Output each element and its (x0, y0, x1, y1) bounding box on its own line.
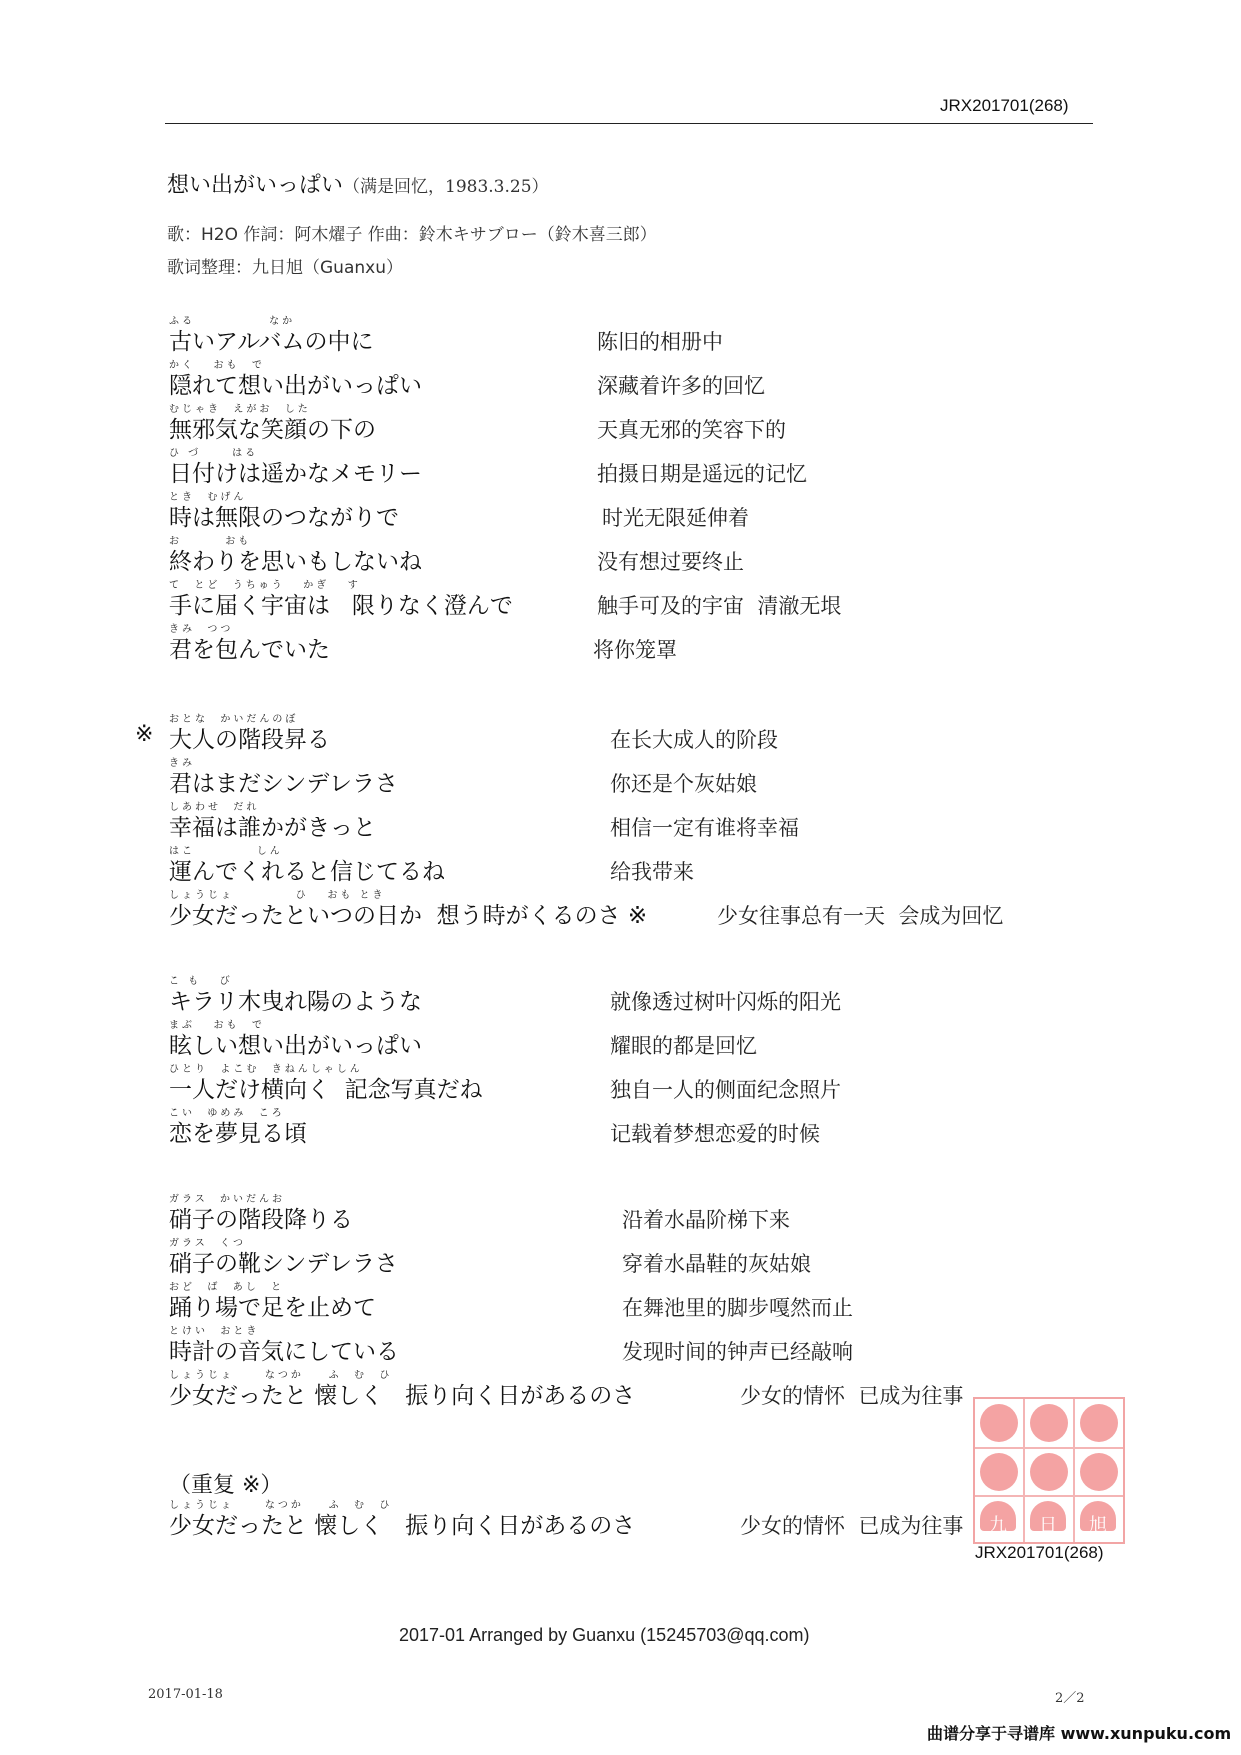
furigana: お おも (169, 536, 252, 547)
repeat-label: （重复 ※） (169, 1473, 283, 1498)
chinese-lyric: 将你笼罩 (593, 638, 677, 662)
japanese-lyric: キラリ木曳れ陽のような (169, 989, 422, 1015)
japanese-lyric: 一人だけ横向く 記念写真だね (169, 1077, 483, 1103)
japanese-lyric: 時計の音気にしている (169, 1339, 399, 1365)
chinese-lyric: 没有想过要终止 (597, 550, 744, 574)
japanese-lyric: 恋を夢見る頃 (169, 1121, 307, 1147)
furigana: まぶ おも で (169, 1020, 265, 1031)
stamp-dot (980, 1453, 1018, 1491)
chinese-lyric: 独自一人的侧面纪念照片 (610, 1078, 841, 1102)
furigana: ふる なか (169, 316, 296, 327)
song-title (167, 168, 549, 199)
chinese-lyric: 少女的情怀 已成为往事 (740, 1384, 964, 1408)
song-subtitle: （满是回忆，1983.3.25） (343, 177, 549, 197)
japanese-lyric: 硝子の階段降りる (169, 1207, 353, 1233)
stamp-dot (1080, 1404, 1118, 1442)
furigana: ガラス くつ (169, 1238, 247, 1249)
stamp-dot (1030, 1453, 1068, 1491)
furigana: きみ つつ (169, 624, 234, 635)
japanese-lyric: 硝子の靴シンデレラさ (169, 1251, 398, 1277)
furigana: て とど うちゅう かぎ す (169, 580, 361, 591)
furigana: ひとり よこむ きねんしゃしん (169, 1064, 363, 1075)
japanese-lyric: 古いアルバムの中に (169, 329, 374, 355)
japanese-lyric: 君はまだシンデレラさ (169, 771, 398, 797)
furigana: かく おも で (169, 360, 265, 371)
furigana: とき むげん (169, 492, 247, 503)
stamp-char: 旭 (1089, 1515, 1107, 1536)
furigana: おど ば あし と (169, 1282, 285, 1293)
furigana: ひ づ はる (169, 448, 259, 459)
furigana: とけい おとき (169, 1326, 260, 1337)
chinese-lyric: 在舞池里的脚步嘎然而止 (622, 1296, 853, 1320)
song-title-text: 想い出がいっぱい (167, 173, 344, 198)
furigana: はこ しん (169, 846, 283, 857)
furigana: こい ゆめみ ころ (169, 1108, 285, 1119)
japanese-lyric: 大人の階段昇る (169, 727, 330, 753)
japanese-lyric: 運んでくれると信じてるね (169, 859, 445, 885)
japanese-lyric: 踊り場で足を止めて (169, 1295, 376, 1321)
furigana: しょうじょ なつか ふ む ひ (169, 1500, 393, 1511)
furigana: ガラス かいだんお (169, 1194, 286, 1205)
site-watermark: 曲谱分享于寻谱库 www.xunpuku.com (927, 1724, 1232, 1743)
furigana: しょうじょ なつか ふ む ひ (169, 1370, 393, 1381)
chinese-lyric: 穿着水晶鞋的灰姑娘 (622, 1252, 811, 1276)
arranged-by: 2017-01 Arranged by Guanxu (15245703@qq.com) (399, 1625, 810, 1645)
page-number: 2／2 (1055, 1691, 1085, 1706)
document-id-top: JRX201701(268) (940, 96, 1069, 115)
chinese-lyric: 记载着梦想恋爱的时候 (610, 1122, 820, 1146)
chinese-lyric: 深藏着许多的回忆 (597, 374, 765, 398)
furigana: しあわせ だれ (169, 802, 260, 813)
stamp-dot (980, 1404, 1018, 1442)
chinese-lyric: 耀眼的都是回忆 (610, 1034, 757, 1058)
seal-stamp (973, 1397, 1125, 1544)
furigana: しょうじょ ひ おも とき (169, 890, 386, 901)
header-rule (165, 123, 1093, 124)
chinese-lyric: 拍摄日期是遥远的记忆 (597, 462, 807, 486)
japanese-lyric: 隠れて想い出がいっぱい (169, 373, 422, 399)
chinese-lyric: 触手可及的宇宙 清澈无垠 (597, 594, 842, 618)
japanese-lyric: 幸福は誰かがきっと (169, 815, 376, 841)
japanese-lyric: 手に届く宇宙は 限りなく澄んで (169, 593, 513, 619)
japanese-lyric: 眩しい想い出がいっぱい (169, 1033, 422, 1059)
stamp-char: 九 (989, 1515, 1007, 1536)
credits-line: 歌：H2O 作詞：阿木燿子 作曲：鈴木キサブロー（鈴木喜三郎） (167, 225, 657, 245)
arranger-line: 歌词整理：九日旭（Guanxu） (167, 258, 403, 278)
chinese-lyric: 就像透过树叶闪烁的阳光 (610, 990, 841, 1014)
furigana: むじゃき えがお した (169, 404, 311, 415)
furigana: きみ (169, 758, 195, 769)
chinese-lyric: 发现时间的钟声已经敲响 (622, 1340, 853, 1364)
furigana: こ も び (169, 976, 233, 987)
footer-date: 2017-01-18 (148, 1687, 223, 1702)
japanese-lyric: 少女だったといつの日か 想う時がくるのさ ※ (169, 903, 648, 929)
japanese-lyric: 少女だったと 懐しく 振り向く日があるのさ (169, 1383, 636, 1409)
stamp-char: 日 (1039, 1515, 1057, 1536)
chorus-mark: ※ (135, 722, 154, 747)
japanese-lyric: 終わりを思いもしないね (169, 549, 422, 575)
japanese-lyric: 少女だったと 懐しく 振り向く日があるのさ (169, 1513, 636, 1539)
japanese-lyric: 時は無限のつながりで (169, 505, 399, 531)
document-id-bottom: JRX201701(268) (975, 1543, 1104, 1562)
chinese-lyric: 时光无限延伸着 (602, 506, 749, 530)
japanese-lyric: 日付けは遥かなメモリー (169, 461, 422, 487)
chinese-lyric: 相信一定有谁将幸福 (610, 816, 799, 840)
chinese-lyric: 少女往事总有一天 会成为回忆 (717, 904, 1004, 928)
stamp-dot (1080, 1453, 1118, 1491)
chinese-lyric: 给我带来 (610, 860, 694, 884)
chinese-lyric: 沿着水晶阶梯下来 (622, 1208, 790, 1232)
furigana: おとな かいだんのぼ (169, 714, 299, 725)
chinese-lyric: 你还是个灰姑娘 (610, 772, 757, 796)
japanese-lyric: 無邪気な笑顔の下の (169, 417, 376, 443)
stamp-dot (1030, 1404, 1068, 1442)
chinese-lyric: 少女的情怀 已成为往事 (740, 1514, 964, 1538)
chinese-lyric: 在长大成人的阶段 (610, 728, 778, 752)
japanese-lyric: 君を包んでいた (169, 637, 330, 663)
chinese-lyric: 天真无邪的笑容下的 (597, 418, 786, 442)
chinese-lyric: 陈旧的相册中 (597, 330, 723, 354)
